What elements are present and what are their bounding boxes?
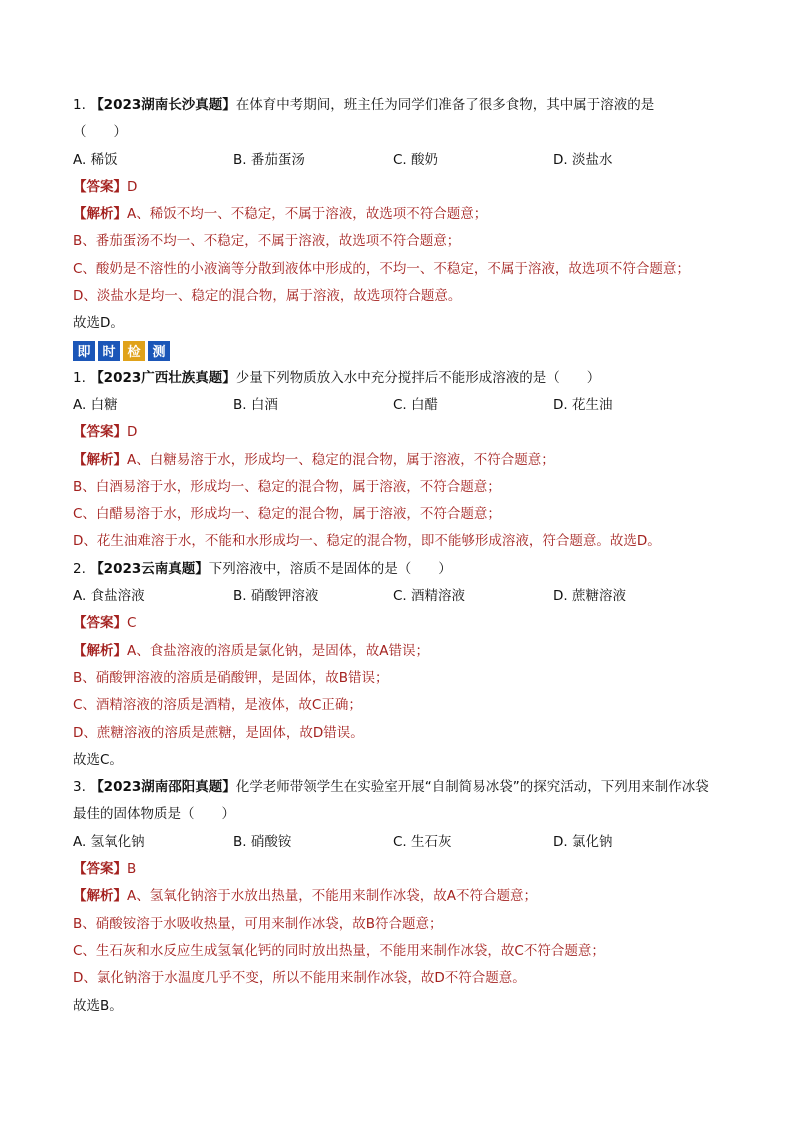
analysis-tag: 【解析】 [73,206,127,223]
option-a: A. 氢氧化钠 [73,833,145,850]
badge-char: 即 [73,341,95,361]
analysis-tag: 【解析】 [73,888,127,905]
analysis-line: D、蔗糖溶液的溶质是蔗糖，是固体，故D错误。 [73,724,364,741]
option-c: C. 白醋 [393,396,439,413]
question-stem-continued: （ ） [73,124,127,141]
conclusion-line: 故选D。 [73,315,124,332]
answer-value: D [127,424,138,441]
question-stem [73,92,723,119]
option-b: B. 白酒 [233,396,278,413]
answer-tag: 【答案】 [73,424,127,441]
analysis-text: A、氢氧化钠溶于水放出热量，不能用来制作冰袋，故A不符合题意； [127,888,537,905]
option-c: C. 生石灰 [393,833,452,850]
question-number: 3. [73,779,86,796]
answer-tag: 【答案】 [73,861,127,878]
analysis-text: A、白糖易溶于水，形成均一、稳定的混合物，属于溶液，不符合题意； [127,451,555,468]
options-row [73,829,723,856]
question-stem [73,774,723,801]
answer-value: B [127,861,137,878]
practice-question-1 [73,365,723,556]
question-stem [73,365,723,392]
answer-tag: 【答案】 [73,178,127,195]
option-a: A. 稀饭 [73,151,118,168]
question-source: 【2023云南真题】 [90,560,209,577]
analysis-line: B、番茄蛋汤不均一、不稳定，不属于溶液，故选项不符合题意； [73,233,461,250]
conclusion-line: 故选C。 [73,751,123,768]
options-row [73,392,723,419]
analysis-line: C、酸奶是不溶性的小液滴等分散到液体中形成的，不均一、不稳定，不属于溶液，故选项不符合题意； [73,260,690,277]
option-a: A. 白糖 [73,396,118,413]
question-number: 2. [73,560,86,577]
analysis-tag: 【解析】 [73,451,127,468]
analysis-line: D、氯化钠溶于水温度几乎不变，所以不能用来制作冰袋，故D不符合题意。 [73,970,526,987]
options-row [73,583,723,610]
question-text: 在体育中考期间，班主任为同学们准备了很多食物，其中属于溶液的是 [235,97,655,113]
conclusion-line: 故选B。 [73,997,123,1014]
document-page [73,92,723,1020]
option-d: D. 氯化钠 [553,833,613,850]
analysis-line: C、生石灰和水反应生成氢氧化钙的同时放出热量，不能用来制作冰袋，故C不符合题意； [73,942,605,959]
question-text: 下列溶液中，溶质不是固体的是（ ） [208,560,452,577]
analysis-text: A、食盐溶液的溶质是氯化钠，是固体，故A错误； [127,642,429,659]
analysis-line [73,638,723,665]
option-d: D. 花生油 [553,396,613,413]
analysis-line: B、硝酸钾溶液的溶质是硝酸钾，是固体，故B错误； [73,669,389,686]
option-b: B. 硝酸铵 [233,833,292,850]
answer-line [73,419,723,446]
option-d: D. 蔗糖溶液 [553,588,626,605]
answer-line [73,610,723,637]
option-a: A. 食盐溶液 [73,588,145,605]
question-source: 【2023湖南邵阳真题】 [90,779,236,796]
options-row [73,147,723,174]
analysis-line: D、淡盐水是均一、稳定的混合物，属于溶液，故选项符合题意。 [73,288,462,305]
question-stem-continued: 最佳的固体物质是（ ） [73,806,235,823]
option-d: D. 淡盐水 [553,151,613,168]
analysis-line [73,201,723,228]
analysis-tag: 【解析】 [73,642,127,659]
analysis-line: D、花生油难溶于水，不能和水形成均一、稳定的混合物，即不能够形成溶液，符合题意。故选D。 [73,533,661,550]
badge-char: 测 [148,341,170,361]
answer-line [73,174,723,201]
analysis-line: C、白醋易溶于水，形成均一、稳定的混合物，属于溶液，不符合题意； [73,506,501,523]
question-number: 1. [73,369,86,386]
practice-question-2 [73,556,723,774]
answer-tag: 【答案】 [73,615,127,632]
badge-char: 时 [98,341,120,361]
section-badge [73,340,723,362]
question-text: 少量下列物质放入水中充分搅拌后不能形成溶液的是（ ） [235,369,601,386]
analysis-line: C、酒精溶液的溶质是酒精，是液体，故C正确； [73,697,362,714]
option-b: B. 番茄蛋汤 [233,151,305,168]
analysis-text: A、稀饭不均一、不稳定，不属于溶液，故选项不符合题意； [127,206,488,223]
question-source: 【2023广西壮族真题】 [90,369,236,386]
option-c: C. 酸奶 [393,151,439,168]
badge-char: 检 [123,341,145,361]
question-stem [73,556,723,583]
answer-line [73,856,723,883]
analysis-line [73,447,723,474]
practice-question-3 [73,774,723,1020]
question-text: 化学老师带领学生在实验室开展“自制简易冰袋”的探究活动，下列用来制作冰袋 [235,779,709,796]
option-c: C. 酒精溶液 [393,588,466,605]
analysis-line: B、硝酸铵溶于水吸收热量，可用来制作冰袋，故B符合题意； [73,915,443,932]
answer-value: C [127,615,137,632]
analysis-line: B、白酒易溶于水，形成均一、稳定的混合物，属于溶液，不符合题意； [73,478,501,495]
answer-value: D [127,178,138,195]
intro-question [73,92,723,338]
question-source: 【2023湖南长沙真题】 [90,97,236,113]
analysis-line [73,883,723,910]
option-b: B. 硝酸钾溶液 [233,588,319,605]
question-number: 1. [73,97,86,113]
